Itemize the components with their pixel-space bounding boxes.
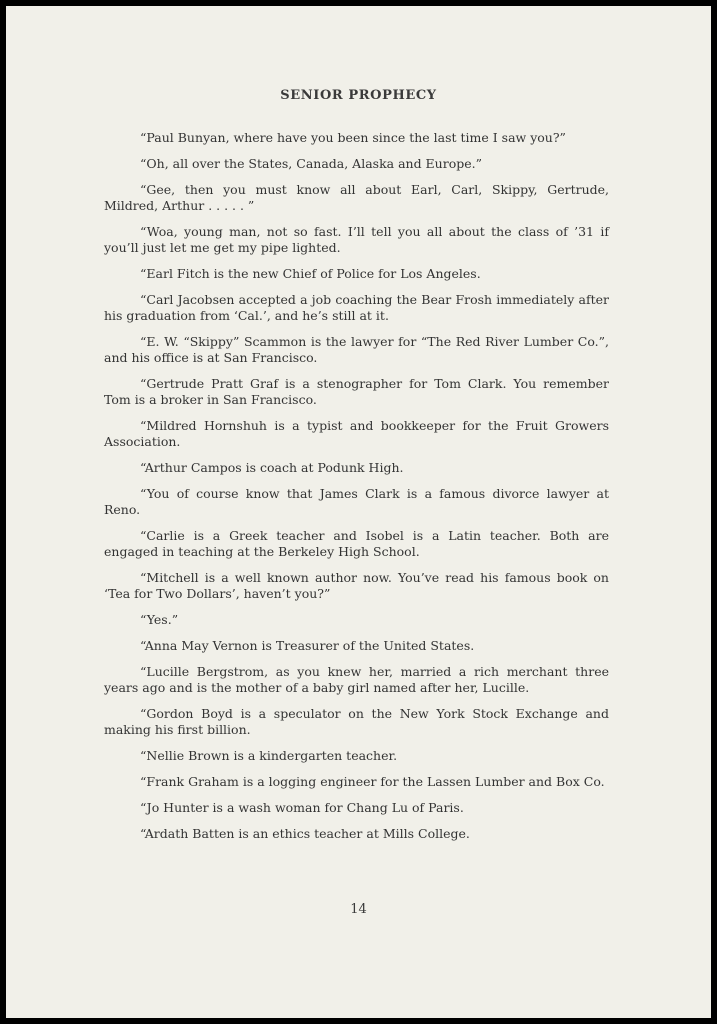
page-number: 14 (350, 902, 367, 917)
paragraph: “Lucille Bergstrom, as you knew her, married a rich merchant three years ago and is the mother of a baby girl named after her, Lucille. (104, 664, 609, 695)
prophecy-text (104, 130, 609, 842)
paragraph: “Gordon Boyd is a speculator on the New York Stock Exchange and making his first billion. (104, 706, 609, 737)
paragraph: “E. W. “Skippy” Scammon is the lawyer for “The Red River Lumber Co.”, and his office is at San Francisco. (104, 334, 609, 365)
paragraph: “Ardath Batten is an ethics teacher at Mills College. (140, 826, 470, 841)
paragraph: “Jo Hunter is a wash woman for Chang Lu of Paris. (140, 800, 464, 815)
paragraph: “Oh, all over the States, Canada, Alaska and Europe.” (140, 156, 482, 171)
paragraph: “Gertrude Pratt Graf is a stenographer for Tom Clark. You remember Tom is a broker in San Francisco. (104, 376, 609, 407)
page-title: SENIOR PROPHECY (280, 88, 437, 103)
paragraph: “Arthur Campos is coach at Podunk High. (140, 460, 404, 475)
paragraph: “Carlie is a Greek teacher and Isobel is a Latin teacher. Both are engaged in teaching at the Berkeley High School. (104, 528, 609, 559)
paragraph: “Paul Bunyan, where have you been since the last time I saw you?” (140, 130, 566, 145)
paragraph: “Woa, young man, not so fast. I’ll tell you all about the class of ’31 if you’ll just let me get my pipe lighted. (104, 224, 609, 255)
paragraph: “Mitchell is a well known author now. You’ve read his famous book on ‘Tea for Two Dollars’, haven’t you?” (104, 570, 609, 601)
paragraph: “You of course know that James Clark is a famous divorce lawyer at Reno. (104, 486, 609, 517)
paragraph: “Gee, then you must know all about Earl, Carl, Skippy, Gertrude, Mildred, Arthur . . . . . ” (104, 182, 609, 213)
paragraph: “Anna May Vernon is Treasurer of the United States. (140, 638, 475, 653)
paragraph: “Mildred Hornshuh is a typist and bookkeeper for the Fruit Growers Association. (104, 418, 609, 449)
paragraph: “Nellie Brown is a kindergarten teacher. (140, 748, 398, 763)
paragraph: “Earl Fitch is the new Chief of Police for Los Angeles. (140, 266, 481, 281)
paragraph: “Carl Jacobsen accepted a job coaching the Bear Frosh immediately after his graduation from ‘Cal.’, and he’s still at it. (104, 292, 609, 323)
paragraph: “Frank Graham is a logging engineer for the Lassen Lumber and Box Co. (140, 774, 605, 789)
paragraph: “Yes.” (140, 612, 179, 627)
